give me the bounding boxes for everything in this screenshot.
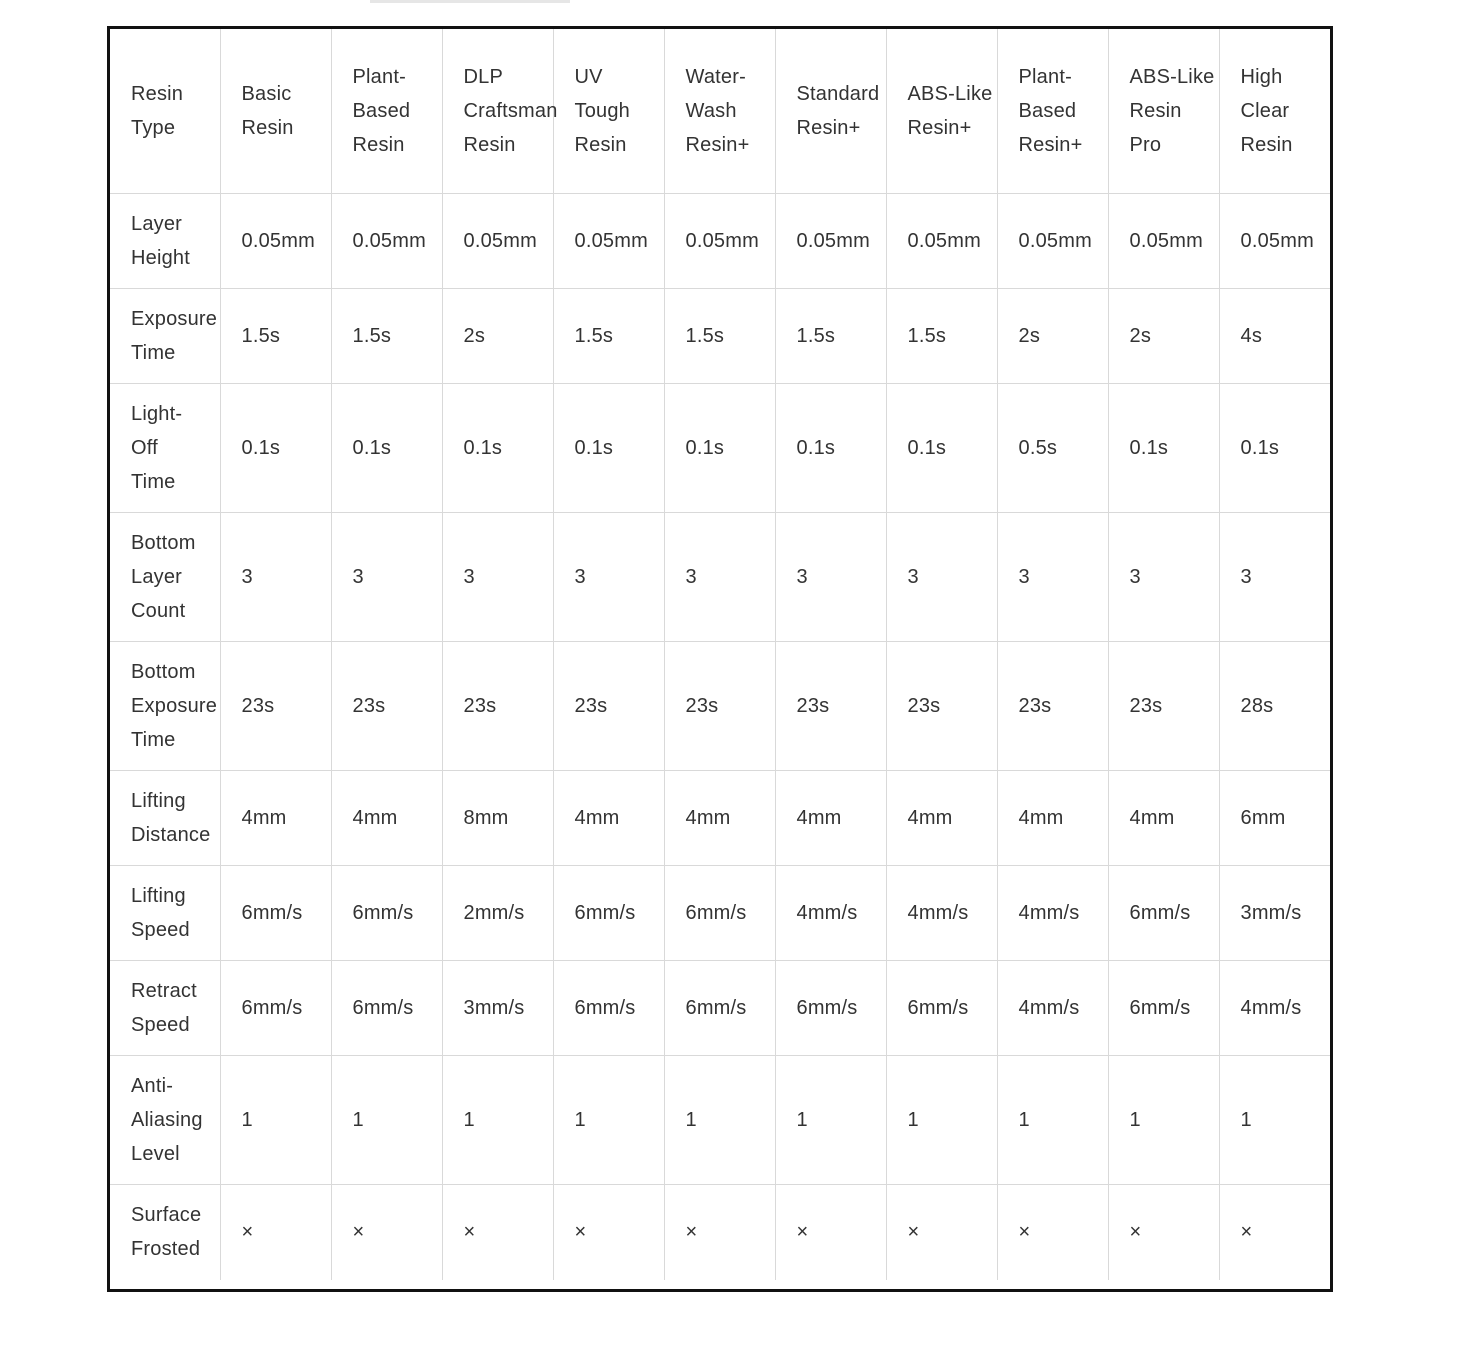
table-cell: × [331, 1184, 442, 1280]
table-cell: × [1219, 1184, 1330, 1280]
header-cell: Basic Resin [220, 29, 331, 193]
table-cell: 6mm/s [553, 865, 664, 960]
table-cell: 23s [1108, 641, 1219, 770]
header-cell: High Clear Resin [1219, 29, 1330, 193]
table-cell: 0.05mm [886, 193, 997, 288]
table-cell: 1 [664, 1055, 775, 1184]
table-cell: × [997, 1184, 1108, 1280]
table-cell: 1 [220, 1055, 331, 1184]
table-cell: 0.05mm [1108, 193, 1219, 288]
row-label: Light-Off Time [110, 383, 220, 512]
table-cell: × [775, 1184, 886, 1280]
table-cell: 4mm [553, 770, 664, 865]
row-label: Bottom Layer Count [110, 512, 220, 641]
table-row [110, 1055, 1330, 1184]
table-cell: 0.1s [553, 383, 664, 512]
table-cell: × [664, 1184, 775, 1280]
table-cell: 4s [1219, 288, 1330, 383]
table-cell: 1.5s [220, 288, 331, 383]
row-label: Retract Speed [110, 960, 220, 1055]
table-cell: 1.5s [664, 288, 775, 383]
table-cell: 4mm [997, 770, 1108, 865]
table-cell: 4mm [1108, 770, 1219, 865]
table-cell: 1 [1219, 1055, 1330, 1184]
resin-settings-table [110, 29, 1330, 1280]
table-cell: 6mm/s [1108, 960, 1219, 1055]
table-cell: 3 [553, 512, 664, 641]
header-cell: Resin Type [110, 29, 220, 193]
table-row [110, 641, 1330, 770]
table-cell: 0.1s [331, 383, 442, 512]
row-label: Layer Height [110, 193, 220, 288]
table-cell: 4mm [886, 770, 997, 865]
table-cell: 1 [997, 1055, 1108, 1184]
header-cell: DLP Craftsman Resin [442, 29, 553, 193]
table-cell: 0.05mm [775, 193, 886, 288]
table-row [110, 512, 1330, 641]
table-row [110, 193, 1330, 288]
table-cell: 0.1s [886, 383, 997, 512]
table-cell: 23s [553, 641, 664, 770]
table-cell: 23s [997, 641, 1108, 770]
table-row [110, 288, 1330, 383]
table-cell: 0.1s [220, 383, 331, 512]
table-cell: 6mm/s [331, 865, 442, 960]
table-cell: 0.05mm [664, 193, 775, 288]
table-cell: 3 [775, 512, 886, 641]
table-cell: 4mm/s [1219, 960, 1330, 1055]
header-cell: UV Tough Resin [553, 29, 664, 193]
table-cell: 3mm/s [442, 960, 553, 1055]
table-cell: 8mm [442, 770, 553, 865]
table-cell: 23s [220, 641, 331, 770]
table-cell: 23s [442, 641, 553, 770]
table-cell: 3mm/s [1219, 865, 1330, 960]
header-cell: Plant-Based Resin+ [997, 29, 1108, 193]
table-cell: 6mm/s [886, 960, 997, 1055]
table-cell: 6mm/s [220, 960, 331, 1055]
table-cell: 4mm/s [997, 865, 1108, 960]
table-cell: 1.5s [553, 288, 664, 383]
table-cell: × [220, 1184, 331, 1280]
table-cell: 23s [331, 641, 442, 770]
table-cell: 1 [775, 1055, 886, 1184]
table-cell: 4mm/s [775, 865, 886, 960]
table-cell: 4mm [775, 770, 886, 865]
table-cell: × [442, 1184, 553, 1280]
table-cell: 0.05mm [553, 193, 664, 288]
table-cell: 3 [997, 512, 1108, 641]
header-cell: Standard Resin+ [775, 29, 886, 193]
row-label: Lifting Speed [110, 865, 220, 960]
table-cell: 6mm/s [664, 865, 775, 960]
table-cell: 3 [1219, 512, 1330, 641]
table-cell: × [553, 1184, 664, 1280]
table-row [110, 960, 1330, 1055]
table-cell: 0.1s [442, 383, 553, 512]
row-label: Anti-Aliasing Level [110, 1055, 220, 1184]
table-cell: 0.1s [1219, 383, 1330, 512]
row-label: Surface Frosted [110, 1184, 220, 1280]
table-cell: 6mm/s [220, 865, 331, 960]
table-cell: 0.1s [1108, 383, 1219, 512]
header-cell: Water-Wash Resin+ [664, 29, 775, 193]
resin-settings-table-frame [107, 26, 1333, 1292]
row-label: Exposure Time [110, 288, 220, 383]
table-cell: 4mm [331, 770, 442, 865]
header-cell: ABS-Like Resin+ [886, 29, 997, 193]
header-cell: Plant-Based Resin [331, 29, 442, 193]
table-cell: 0.5s [997, 383, 1108, 512]
table-cell: 6mm/s [553, 960, 664, 1055]
table-cell: 1 [886, 1055, 997, 1184]
table-cell: 0.05mm [997, 193, 1108, 288]
table-cell: 1.5s [331, 288, 442, 383]
table-row [110, 1184, 1330, 1280]
table-cell: 0.1s [664, 383, 775, 512]
top-scroll-bar [370, 0, 570, 3]
table-cell: 1 [1108, 1055, 1219, 1184]
table-cell: 3 [886, 512, 997, 641]
table-cell: 6mm/s [664, 960, 775, 1055]
table-cell: 0.05mm [442, 193, 553, 288]
table-cell: 4mm [664, 770, 775, 865]
table-cell: 23s [775, 641, 886, 770]
table-cell: 0.05mm [220, 193, 331, 288]
table-cell: 6mm/s [775, 960, 886, 1055]
table-cell: 2mm/s [442, 865, 553, 960]
table-cell: 23s [886, 641, 997, 770]
table-cell: 1 [331, 1055, 442, 1184]
table-cell: 1.5s [886, 288, 997, 383]
table-cell: 3 [442, 512, 553, 641]
table-cell: 6mm/s [331, 960, 442, 1055]
table-row [110, 383, 1330, 512]
table-cell: 4mm/s [886, 865, 997, 960]
table-cell: 0.05mm [1219, 193, 1330, 288]
table-cell: × [886, 1184, 997, 1280]
table-cell: 6mm/s [1108, 865, 1219, 960]
table-cell: 6mm [1219, 770, 1330, 865]
table-cell: 2s [1108, 288, 1219, 383]
table-cell: 1 [442, 1055, 553, 1184]
table-cell: 1.5s [775, 288, 886, 383]
table-cell: 3 [664, 512, 775, 641]
table-cell: 4mm [220, 770, 331, 865]
table-header-row [110, 29, 1330, 193]
table-cell: 0.05mm [331, 193, 442, 288]
table-cell: 2s [442, 288, 553, 383]
table-cell: 3 [331, 512, 442, 641]
table-row [110, 770, 1330, 865]
row-label: Lifting Distance [110, 770, 220, 865]
table-cell: 28s [1219, 641, 1330, 770]
table-cell: 23s [664, 641, 775, 770]
table-row [110, 865, 1330, 960]
row-label: Bottom Exposure Time [110, 641, 220, 770]
table-cell: 3 [1108, 512, 1219, 641]
table-cell: 0.1s [775, 383, 886, 512]
table-cell: 2s [997, 288, 1108, 383]
table-cell: 4mm/s [997, 960, 1108, 1055]
header-cell: ABS-Like Resin Pro [1108, 29, 1219, 193]
table-cell: 3 [220, 512, 331, 641]
table-cell: × [1108, 1184, 1219, 1280]
table-cell: 1 [553, 1055, 664, 1184]
